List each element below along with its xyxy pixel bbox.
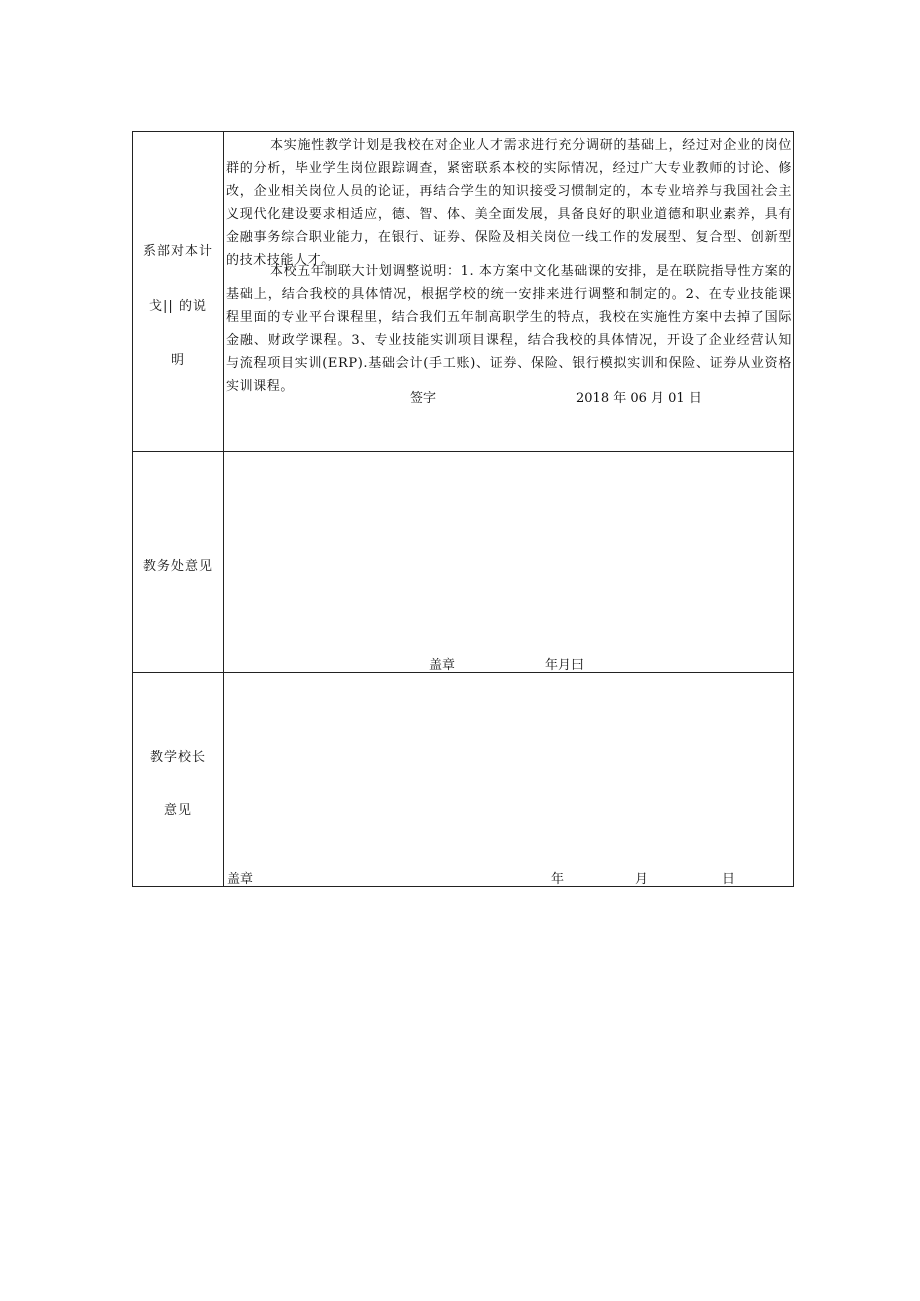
vice-principal-opinion-content: [224, 673, 793, 886]
approval-form-table: [132, 131, 794, 887]
academic-affairs-opinion-row: [133, 452, 793, 673]
plan-adjustment-paragraph: 本校五年制联大计划调整说明：1. 本方案中文化基础课的安排，是在联院指导性方案的基础上，结合我校的具体情况，根据学校的统一安排来进行调整和制定的。2、在专业技能课程里面的专业平台课程里，结合我们五年制高职学生的特点，我校在实施性方案中去掉了国际金融、财政学课程。3、专业技能实训项目课程，结合我校的具体情况，开设了企业经营认知与流程项目实训(ERP).基础会计(手工账)、证券、保险、银行模拟实训和保险、证券从业资格实训课程。: [226, 264, 792, 394]
academic-affairs-opinion-label: [133, 452, 224, 672]
department-explanation-label: [133, 132, 224, 451]
month-label: 月: [635, 872, 649, 887]
date-label: 年月曰: [545, 658, 585, 673]
department-explanation-content: [224, 132, 793, 451]
label-line: 意见: [163, 803, 192, 818]
signature-label: 签字: [410, 391, 437, 406]
plan-description-paragraph: 本实施性教学计划是我校在对企业人才需求进行充分调研的基础上，经过对企业的岗位群的分析，毕业学生岗位跟踪调查，紧密联系本校的实际情况，经过广大专业教师的讨论、修改，企业相关岗位人员的论证，再结合学生的知识接受习惯制定的，本专业培养与我国社会主义现代化建设要求相适应，德、智、体、美全面发展，具备良好的职业道德和职业素养，具有金融事务综合职业能力，在银行、证券、保险及相关岗位一线工作的发展型、复合型、创新型的技术技能人才。: [226, 138, 792, 268]
label-line: 戈|| 的说: [149, 299, 207, 314]
stamp-label: 盖章: [429, 658, 456, 673]
label-line: 明: [170, 353, 185, 368]
label-line: 教务处意见: [142, 559, 213, 574]
department-explanation-row: [133, 132, 793, 452]
signature-date: 2018 年 06 月 01 日: [576, 391, 702, 406]
academic-affairs-opinion-content: [224, 452, 793, 672]
vice-principal-opinion-row: [133, 673, 793, 886]
label-line: 教学校长: [149, 750, 206, 765]
stamp-label: 盖章: [227, 872, 254, 887]
year-label: 年: [551, 872, 565, 887]
label-line: 系部对本计: [142, 244, 213, 259]
day-label: 日: [722, 872, 736, 887]
vice-principal-opinion-label: [133, 673, 224, 886]
